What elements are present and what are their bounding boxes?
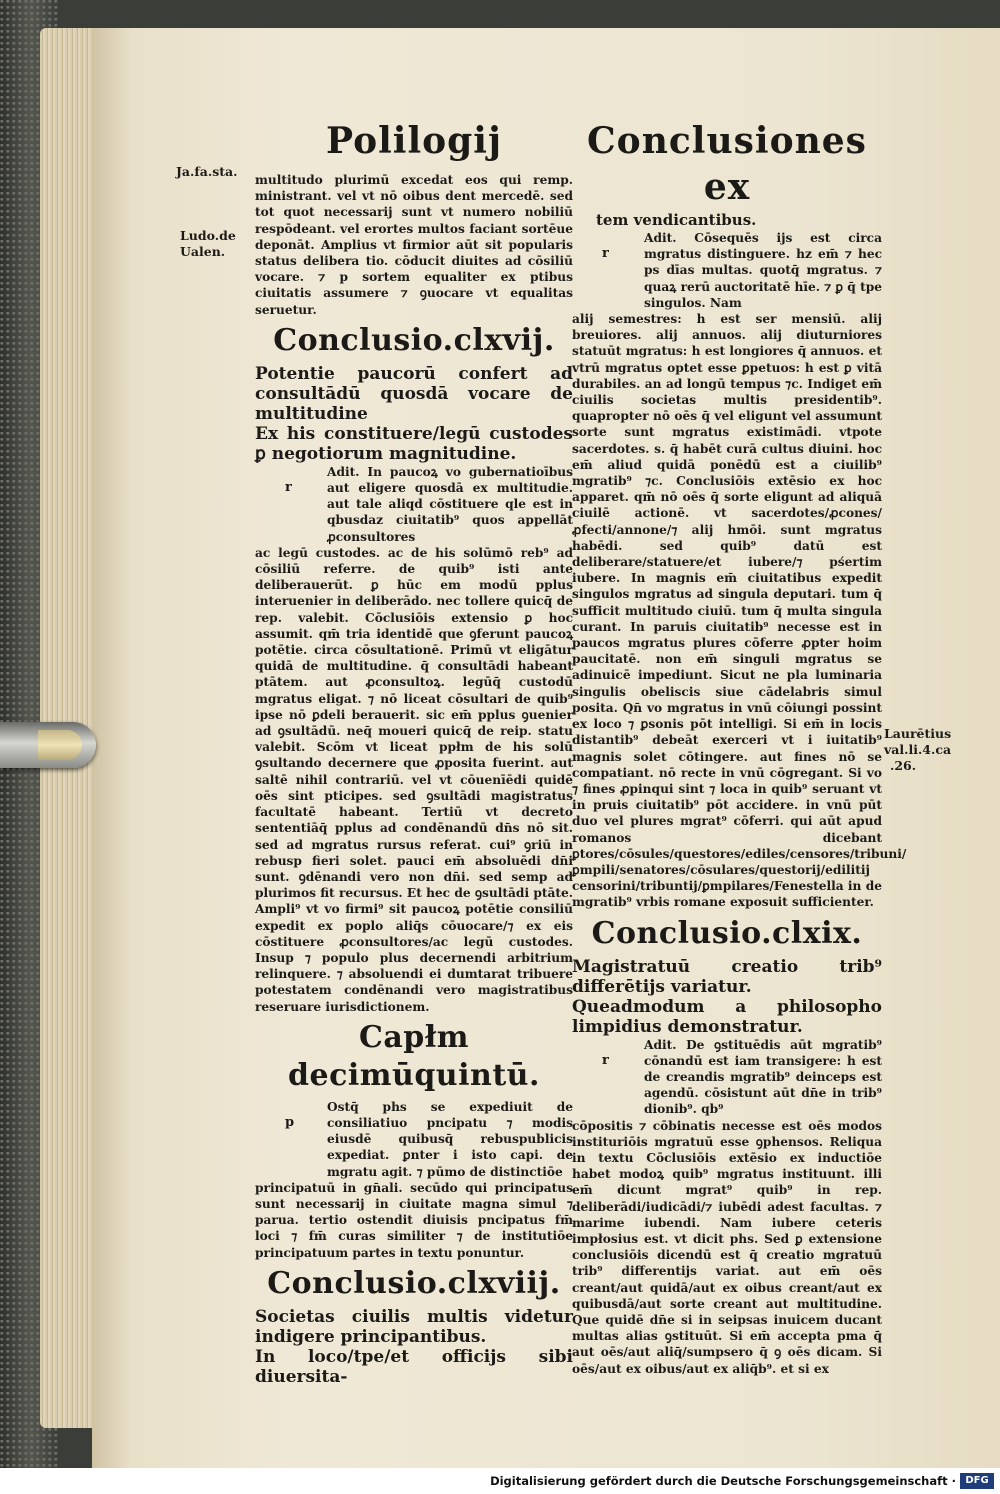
running-head-right: Conclusiones ex [587, 120, 867, 208]
subheading-magistratuum: Magistratuū creatio trib⁹ differētijs variatur. [572, 956, 882, 997]
subheading-societas: Societas ciuilis multis videtur indigere principantibus. [255, 1306, 573, 1347]
subheading-tem-vendicantibus: tem vendicantibus. [596, 211, 757, 229]
margin-note-laurentius-line1: Laurētius [884, 726, 952, 741]
left-paragraph-1: multitudo plurimū excedat eos qui remp. ministrant. vel vt nō oibus dent mercedē. sed tot quot necessarij sunt vt numero nobiliū respōdeant. vel erortes multos faciant sortēue deponāt. Amplius vt firmior aūt sit popularis status delibera tio. cōducit diuites ad cōsiliū vocare. ⁊ p sortem equaliter ex ptibus ciuitatis assumere ⁊ ꝯuocare vt equalitas seruetur. [255, 173, 573, 317]
left-paragraph-2a: Adit. In paucoꝝ vo gubernatioībus aut eligere quosdā ex multitudie. aut tale aliqd cōstituere qle est in qbusdaz ciuitatib⁹ quos appellāt ꝓconsultores [327, 464, 573, 544]
margin-note-laurentius-line3: .26. [890, 758, 917, 773]
margin-note-ludo-line1: Ludo.de [180, 228, 236, 243]
left-column [255, 112, 573, 1387]
left-paragraph-3a: Ostq̄ phs se expediuit de consiliatiuo pncipatu ⁊ modis eiusdē quibusq̄ rebuspublicis expediat. ꝑnter i isto capi. de mgratu agit. ⁊ pūmo de distinctiōe [327, 1099, 573, 1179]
right-paragraph-1b: alij semestres: h est ser mensiū. alij breuiores. alij annuos. alij diuturniores statuūt mgratus: h est longiores q̄ annuos. et vtrū mgratus optet esse ꝑpetuos: h est ꝑ vitā durabiles. an ad longū tempus ⁊c. Indiget em̄ ciuilis societas multis presidentib⁹. quapropter nō oēs q̄ vel eligunt vel assumunt sorte sunt mgratus existimādi. vtpote sacerdotes. s. q̄ habēt curā cultus diuini. hoc em̄ aliud quidā ponēdū est a ciuilib⁹ mgratib⁹ ⁊c. Conclusiōis extēsio ex hoc apparet. qm̄ nō oēs q̄ sorte eligunt ad aliquā ciuilē actionē. vt sacerdotes/ꝓcones/ꝓfecti/annone/⁊ alij hmōi. sunt mgratus habēdi. sed quib⁹ datū est deliberare/statuere/et iubere/⁊ pśertim iubere. In magnis em̄ ciuitatibus expedit singulos mgratus ad singula deputari. tum q̄ sufficit multitudo ciuiū. tum q̄ multa singula curant. In paruis ciuitatib⁹ necesse est in paucos mgratus plures cōferre ꝓpter hoim paucitatē. non em̄ singuli mgratus se adinuicē impediunt. Sicut ne pla luminaria singulis obeliscis siue cādelabris simul posita. Qn̄ vo mgratus in vnū cōiungi possint ex loco ⁊ ꝑsonis pōt intelligi. Si em̄ in locis distantib⁹ debeāt exerceri vt i iuitatib⁹ magnis solet cōtingere. aut fines nō se compatiant. nō recte in vnū cōgregant. Si vo ⁊ fines ꝓpinqui sint ⁊ loca in quib⁹ seruant vt in pruis ciuitatib⁹ pōt accidere. in vnū pūt duo vel plures mgrat⁹ cōferri. qui aūt apud romanos dicebant ꝑtores/cōsules/questores/ediles/censores/tribuni/ꝑmpili/senatores/cōsulares/questorij/edilitij censorini/tribuntij/ꝑmpilares/Fenestella in de mgratib⁹ vrbis romane exposuit sufficienter. [572, 312, 907, 910]
dfg-logo: DFG [960, 1473, 994, 1489]
page-clip [0, 722, 96, 768]
running-head-left: Polilogij [325, 120, 503, 162]
footer-credit: Digitalisierung gefördert durch die Deutsche Forschungsgemeinschaft · [490, 1474, 956, 1488]
digitization-footer [0, 1468, 1000, 1494]
left-paragraph-2b: ac legū custodes. ac de his solūmō reb⁹ ad cōsiliū referre. de quib⁹ isti ante deliberauerūt. ꝑ hūc em modū pplus interuenier in deliberādo. nec tollere quicq̄ de rep. valebit. Cōclusiōis extensio ꝑ hoc assumit. qm̄ tria identidē que ꝯferunt paucoꝝ potētie. circa cōsultationē. Primū vt eligātur quidā de multitudine. q̄ consultādi habeant ptātem. aut ꝓconsultoꝝ. legūq̄ custodū mgratus eligat. ⁊ nō liceat cōsultari de quib⁹ ipse nō ꝑdeli berauerit. sic em̄ pplus ꝯuenier ad ꝯsultādū. neq̄ moueri quicq̄ de reip. statu valebit. Scōm vt liceat ppłm de his solū ꝯsultando decernere que ꝓposita fuerint. aut saltē nihil contrariū. vel vt cōuenīēdi quidē oēs sint pticipes. sed ꝯsultādi magistratus facultatē habeant. Tertiū vt decreto sententiāq̄ pplus ad condēnandū dn̄s nō sit. sed ad mgratus rursus referat. cui⁹ ꝯriū in rebusp fieri solet. pauci em̄ absoluēdi dn̄i sunt. ꝯdēnandi vero non dn̄i. sed semp ad plurimos fit recursus. Et hec de ꝯsultādi ptāte. Ampli⁹ vt vo firmi⁹ sit paucoꝝ potētie consiliū expedit ex poplo aliq̄s cōuocare/⁊ ex eis cōstituere ꝓconsultores/ac legū custodes. Insup ⁊ populo plus decernendi arbitrium relinquere. ⁊ absoluendi ei dumtarat tribuere potestatem condēnandi vero magistratibus reseruare iurisdictionem. [255, 545, 573, 1014]
subheading-potentie: Potentie paucorū confert ad consultādū quosdā vocare de multitudine [255, 363, 573, 424]
margin-note-laurentius [884, 726, 964, 774]
heading-conclusio-169: Conclusio.clxix. [591, 915, 863, 951]
right-paragraph-2-wrap [572, 1037, 882, 1118]
subheading-ex-his: Ex his constituere/legū custodes ꝑ negotiorum magnitudine. [255, 423, 573, 464]
paragraph-marker-r: r [285, 479, 292, 495]
paragraph-marker-r: r [602, 1052, 609, 1068]
subheading-in-loco: In loco/tpe/et officijs sibi diuersita- [255, 1346, 573, 1387]
paragraph-marker-p: p [285, 1114, 295, 1130]
margin-note-ludo-line2: Ualen. [180, 244, 226, 259]
heading-conclusio-168: Conclusio.clxviij. [267, 1265, 561, 1301]
left-paragraph-3-wrap [255, 1099, 573, 1180]
left-paragraph-2-wrap [255, 464, 573, 545]
paragraph-marker-r: r [602, 246, 609, 261]
right-paragraph-2b: cōpositis ⁊ cōbinatis necesse est oēs modos instituriōis mgratuū esse ꝯphensos. Reliqua in textu Cōclusiōis extēsio ex inductiōe habet modoꝝ quib⁹ mgratus instituunt. illi em̄ dicunt mgrat⁹ quib⁹ in rep. deliberādi/iudicādi/⁊ iubēdi adest facultas. ⁊ marime iubendi. Nam iubere ceteris impłosius est. vt dicit phs. Sed ꝑ extensione conclusiōis dicendū est q̄ creatio mgratuū trib⁹ differentijs variat. aut em̄ oēs creant/aut quidā/aut ex oibus creant/aut ex quibusdā/aut sorte creant aut multitudine. Que quidē dn̄e si in seipsas inuicem ducant multas alias ꝯstituūt. Si em̄ accepta pma q̄ aut oēs/aut aliq̄/sumpsero q̄ ꝯ oēs dicam. Si oēs/aut ex oibus/aut ex aliq̄b⁹. et si ex [572, 1118, 882, 1376]
margin-note-ludo [180, 228, 236, 260]
margin-note-laurentius-line2: val.li.4.ca [884, 742, 952, 757]
right-paragraph-2a: Adit. De ꝯstituēdis aūt mgratib⁹ cōnandū est iam transigere: h est de creandis mgratib⁹ deinceps est agendū. cōsistunt aūt dn̄e in trib⁹ dionib⁹. qb⁹ [644, 1037, 882, 1117]
heading-conclusio-167: Conclusio.clxvij. [273, 322, 555, 358]
right-paragraph-1-wrap [572, 230, 882, 311]
subheading-queadmodum: Queadmodum a philosopho limpidius demonstratur. [572, 996, 882, 1037]
left-paragraph-3b: principatuū in gn̄ali. secūdo qui principatus sunt necessarij in ciuitate magna simul ⁊ parua. tertio ostendit diuisis pncipatus fm̄ loci ⁊ fm̄ curas similiter ⁊ de institutiōe principatuum partes in textu ponuntur. [255, 1180, 573, 1260]
margin-note-ja: Ja.fa.sta. [176, 164, 238, 179]
heading-capitulum-15: Capłm decimūquintū. [288, 1019, 540, 1093]
right-paragraph-1a: Adit. Cōsequēs ijs est circa mgratus distinguere. hz em̄ ⁊ hec ps dīas multas. quotq̄ mgratus. ⁊ quaꝝ rerū auctoritatē hīe. ⁊ ꝑ q̄ tpe singulos. Nam [644, 231, 882, 310]
